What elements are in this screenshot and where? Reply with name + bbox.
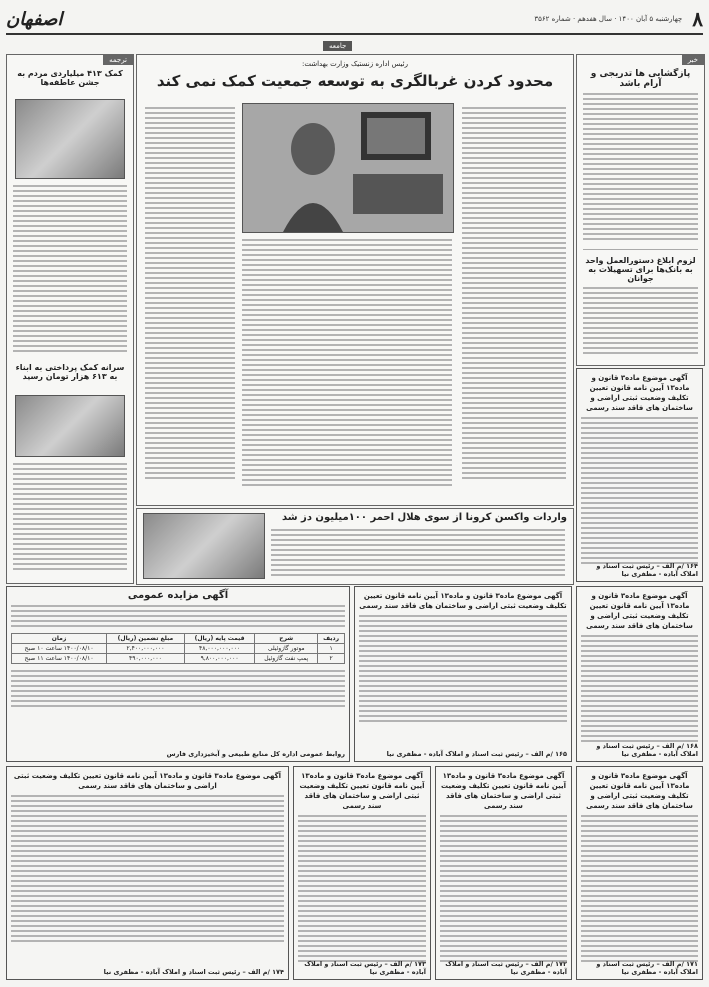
- left-photo-1: [15, 99, 125, 179]
- newspaper-logo: اصفهان: [6, 8, 63, 30]
- left-body-1: [13, 185, 127, 355]
- legal-ad-3: [354, 586, 572, 762]
- main-article: [136, 42, 574, 506]
- auction-col-0: ردیف: [318, 634, 345, 644]
- main-body-right: [462, 107, 566, 487]
- right-headline-1: پازگشایی ها تدریجی و آرام باشد: [590, 69, 691, 89]
- legal-ad-5-footer: ۱۷۲ /م الف – رئیس ثبت اسناد و املاک آباده - مظفری نیا: [445, 960, 567, 976]
- main-kicker: رئیس اداره زنستیک وزارت بهداشت:: [302, 60, 408, 68]
- header-divider: [6, 33, 703, 35]
- auction-table: [11, 633, 345, 664]
- left-headline-1: کمک ۴۱۳ میلیاردی مردم به جشن عاطفه‌ها: [17, 69, 123, 87]
- page-number: ۸: [692, 7, 703, 31]
- main-photo: [242, 103, 454, 233]
- legal-ad-1: [576, 368, 703, 582]
- vaccine-photo: [143, 513, 265, 579]
- issue-line: چهارشنبه ۵ آبان ۱۴۰۰ · سال هفدهم · شماره ۳۵۶۲: [534, 15, 683, 23]
- auction-terms: [11, 670, 345, 710]
- main-body-left: [145, 107, 235, 487]
- legal-ad-2: [576, 586, 703, 762]
- legal-ad-6-title: آگهی موضوع ماده۳ قانون و ماده۱۳ آیین نامه قانون تعیین تکلیف وضعیت ثبتی اراضی و ساختمان های فاقد سند رسمی: [299, 772, 425, 810]
- vaccine-article: [136, 508, 574, 585]
- legal-ad-1-body: [581, 417, 698, 567]
- auction-ad: [6, 586, 350, 762]
- left-headline-2: سرانه کمک پرداختی به ابناء به ۶۱۳ هزار تومان رسید: [15, 363, 125, 381]
- right-divider: [583, 249, 698, 250]
- right-section-tag: خبر: [682, 55, 704, 65]
- legal-ad-5-body: [440, 815, 567, 965]
- auction-col-3: مبلغ تضمین (ریال): [107, 634, 185, 644]
- legal-ad-7: [6, 766, 289, 980]
- main-headline: محدود کردن غربالگری به توسعه جمعیت کمک نمی کند: [156, 72, 554, 90]
- right-body-1: [583, 93, 698, 243]
- left-section-tag: ترجمه: [103, 55, 133, 65]
- legal-ad-7-footer: ۱۷۴ /م الف – رئیس ثبت اسناد و املاک آباده - مظفری نیا: [103, 968, 284, 976]
- auction-col-4: زمان: [12, 634, 107, 644]
- right-headline-2: لزوم ابلاغ دستورالعمل واحد به بانک‌ها برای تسهیلات به جوانان: [585, 256, 696, 283]
- legal-ad-3-body: [359, 615, 567, 727]
- table-row: ۲ پمپ نفت گازوئیل ۹,۸۰۰,۰۰۰,۰۰۰ ۴۹۰,۰۰۰,۰۰۰ ۱۴۰۰/۰۸/۱۰ ساعت ۱۱ صبح: [12, 654, 345, 664]
- legal-ad-7-title: آگهی موضوع ماده۳ قانون و ماده۱۳ آیین نامه قانون تعیین تکلیف وضعیت ثبتی اراضی و ساختمان های فاقد سند رسمی: [13, 772, 282, 790]
- auction-title: آگهی مزایده عمومی: [127, 590, 229, 601]
- vaccine-headline: واردات واکسن کرونا از سوی هلال احمر ۱۰۰میلیون دز شد: [281, 512, 567, 523]
- legal-ad-5: [435, 766, 572, 980]
- auction-col-2: قیمت پایه (ریال): [184, 634, 255, 644]
- center-section-tag: جامعه: [323, 41, 352, 51]
- legal-ad-4-title: آگهی موضوع ماده۳ قانون و ماده۱۳ آیین نامه قانون تعیین تکلیف وضعیت ثبتی اراضی و ساختمان های فاقد سند رسمی: [586, 772, 693, 810]
- right-body-2: [583, 287, 698, 357]
- legal-ad-6-body: [298, 815, 426, 965]
- legal-ad-4-body: [581, 815, 698, 965]
- page-header: [6, 6, 703, 32]
- left-body-2: [13, 463, 127, 575]
- legal-ad-2-footer: ۱۶۸ /م الف – رئیس ثبت اسناد و املاک آباده - مظفری نیا: [596, 742, 698, 758]
- left-photo-2: [15, 395, 125, 457]
- legal-ad-3-footer: ۱۶۵ /م الف – رئیس ثبت اسناد و املاک آباده - مظفری نیا: [386, 750, 567, 758]
- ultrasound-scene-image: [243, 104, 453, 232]
- right-column: [576, 54, 705, 366]
- legal-ad-2-body: [581, 635, 698, 747]
- legal-ad-3-title: آگهی موضوع ماده۳ قانون و ماده۱۳ آیین نامه قانون تعیین تکلیف وضعیت ثبتی اراضی و ساختمان های فاقد سند رسمی: [359, 592, 567, 610]
- auction-footer: روابط عمومی اداره کل منابع طبیعی و آبخیزداری فارس: [166, 750, 345, 758]
- auction-col-1: شرح: [255, 634, 318, 644]
- table-row: ۱ موتور گازوئیلی ۴۸,۰۰۰,۰۰۰,۰۰۰ ۲,۴۰۰,۰۰۰,۰۰۰ ۱۴۰۰/۰۸/۱۰ ساعت ۱۰ صبح: [12, 644, 345, 654]
- legal-ad-6-footer: ۱۷۳ /م الف – رئیس ثبت اسناد و املاک آباده - مظفری نیا: [304, 960, 426, 976]
- legal-ad-6: [293, 766, 431, 980]
- legal-ad-5-title: آگهی موضوع ماده۳ قانون و ماده۱۳ آیین نامه قانون تعیین تکلیف وضعیت ثبتی اراضی و ساختمان های فاقد سند رسمی: [440, 772, 567, 810]
- left-column: [6, 54, 134, 584]
- vaccine-body: [271, 529, 565, 579]
- legal-ad-1-title: آگهی موضوع ماده۳ قانون و ماده۱۳ آیین نامه قانون تعیین تکلیف وضعیت ثبتی اراضی و ساختمان های فاقد سند رسمی: [586, 374, 693, 412]
- legal-ad-4-footer: ۱۷۱ /م الف – رئیس ثبت اسناد و املاک آباده - مظفری نیا: [596, 960, 698, 976]
- legal-ad-7-body: [11, 795, 284, 945]
- legal-ad-1-footer: ۱۶۴ /م الف – رئیس ثبت اسناد و املاک آباده - مظفری نیا: [596, 562, 698, 578]
- auction-intro: [11, 605, 345, 629]
- legal-ad-4: [576, 766, 703, 980]
- legal-ad-2-title: آگهی موضوع ماده۳ قانون و ماده۱۳ آیین نامه قانون تعیین تکلیف وضعیت ثبتی اراضی و ساختمان های فاقد سند رسمی: [586, 592, 693, 630]
- main-body-center: [242, 239, 452, 489]
